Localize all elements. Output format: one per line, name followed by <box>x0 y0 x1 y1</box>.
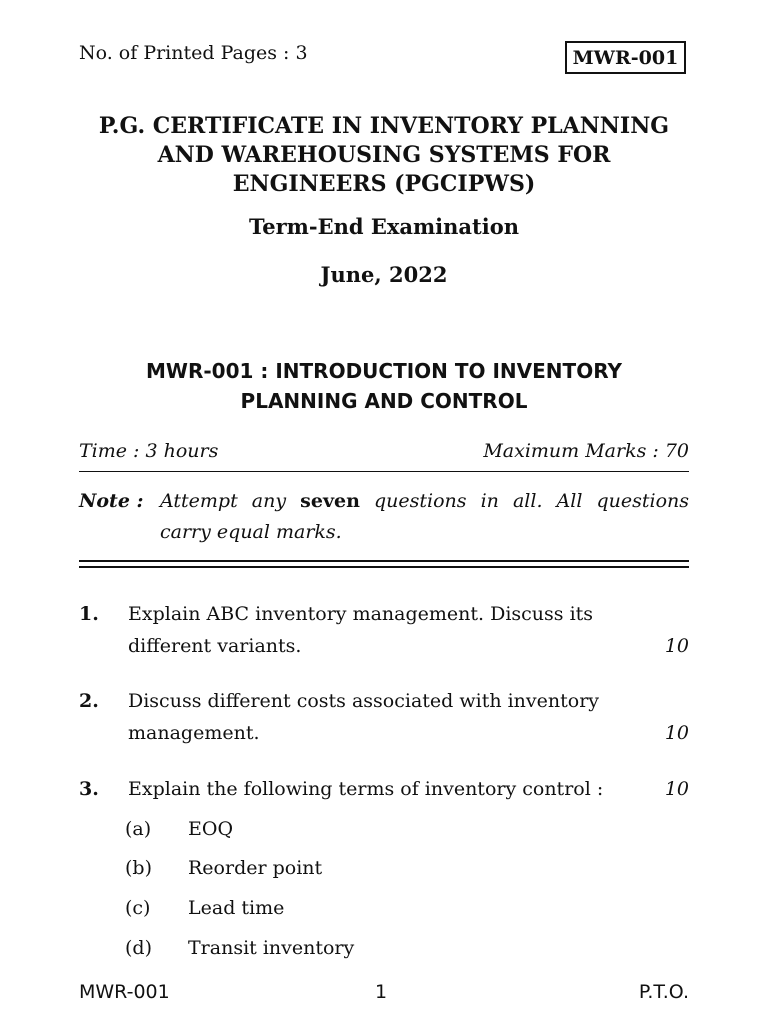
question-marks: 10 <box>664 722 689 744</box>
note-text-after: questions in all. All questions carry equal marks. <box>160 490 690 543</box>
exam-meta-row <box>79 440 689 462</box>
program-title-line-1: P.G. CERTIFICATE IN INVENTORY PLANNING <box>98 113 670 139</box>
program-title <box>60 112 708 199</box>
printed-pages-count: No. of Printed Pages : 3 <box>79 42 308 64</box>
part-text: EOQ <box>188 818 234 840</box>
question-1 <box>79 598 689 662</box>
question-number: 2. <box>79 690 99 712</box>
part-text: Lead time <box>188 897 285 919</box>
course-title <box>80 356 688 416</box>
divider-thin <box>79 471 689 472</box>
part-text: Transit inventory <box>188 937 355 959</box>
exam-time: Time : 3 hours <box>79 440 219 462</box>
question-marks: 10 <box>664 778 689 800</box>
footer-page-number: 1 <box>375 981 388 1003</box>
divider-double-top <box>79 560 689 562</box>
note-text-before: Attempt any <box>160 490 287 512</box>
question-number: 3. <box>79 778 99 800</box>
part-label: (c) <box>125 897 151 919</box>
note-emphasis: seven <box>300 490 360 512</box>
instructions-note <box>79 486 689 548</box>
note-text <box>160 486 689 548</box>
question-number: 1. <box>79 603 99 625</box>
question-text <box>128 773 658 805</box>
question-text-line-2: different variants. <box>128 635 302 657</box>
course-title-line-1: MWR-001 : INTRODUCTION TO INVENTORY <box>146 359 622 383</box>
question-text-line-1: Explain the following terms of inventory control : <box>128 778 604 800</box>
footer-course-code: MWR-001 <box>79 981 170 1003</box>
question-text-line-1: Explain ABC inventory management. Discuss its <box>128 603 594 625</box>
question-text <box>128 598 648 662</box>
question-text <box>128 685 648 749</box>
question-3 <box>79 773 689 805</box>
note-label: Note : <box>79 490 144 512</box>
question-text-line-1: Discuss different costs associated with inventory <box>128 690 600 712</box>
exam-name: Term-End Examination <box>248 214 519 239</box>
question-text-line-2: management. <box>128 722 260 744</box>
course-code-box <box>565 41 686 74</box>
question-marks: 10 <box>664 635 689 657</box>
question-2 <box>79 685 689 749</box>
part-label: (d) <box>125 937 152 959</box>
program-title-line-2: AND WAREHOUSING SYSTEMS FOR <box>157 142 611 168</box>
part-label: (a) <box>125 818 152 840</box>
course-title-line-2: PLANNING AND CONTROL <box>240 389 528 413</box>
program-title-line-3: ENGINEERS (PGCIPWS) <box>232 171 536 197</box>
divider-double-bottom <box>79 566 689 568</box>
course-code: MWR-001 <box>572 46 679 69</box>
part-label: (b) <box>125 857 152 879</box>
maximum-marks: Maximum Marks : 70 <box>483 440 689 462</box>
part-text: Reorder point <box>188 857 323 879</box>
footer-pto: P.T.O. <box>638 981 689 1003</box>
exam-date: June, 2022 <box>320 262 448 287</box>
